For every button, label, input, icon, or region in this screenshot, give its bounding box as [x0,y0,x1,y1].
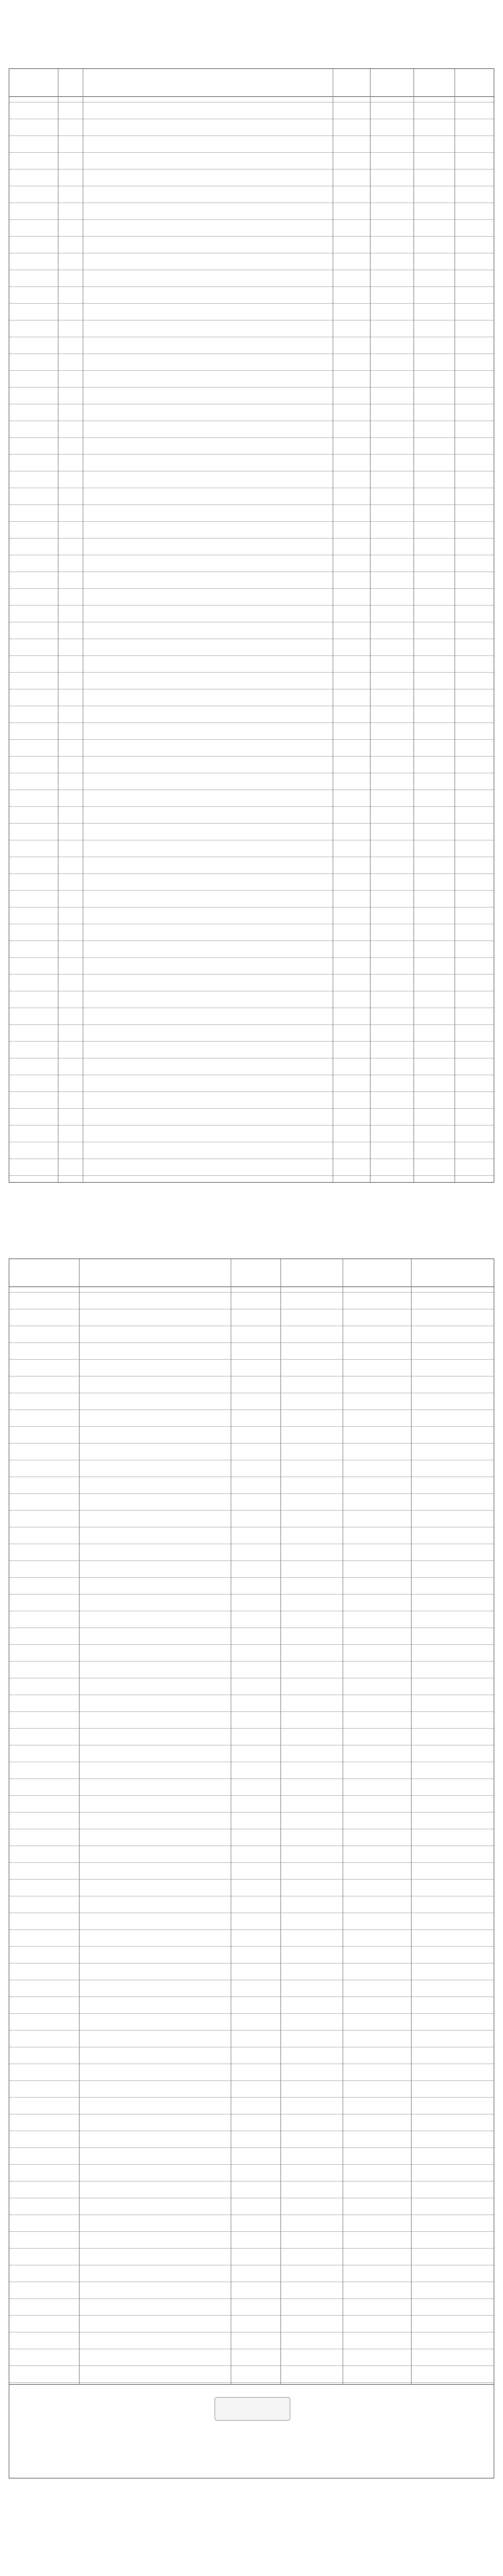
page-footer [9,2384,494,2478]
sheet-title [9,9,494,36]
footer-mark [215,2397,290,2421]
plan-sheet-other-provinces [9,1199,494,2478]
sheet-title [9,1199,494,1226]
sheet-note [9,36,494,58]
column-rule [413,69,414,1182]
plan-sheet-henan [9,9,494,1183]
column-rule [370,69,371,1182]
column-rule [79,1259,80,2478]
table-header [9,69,494,97]
sheet-note [9,1226,494,1249]
plan-table [9,68,494,1183]
plan-table [9,1258,494,2478]
column-rule [411,1259,412,2478]
table-header [9,1259,494,1287]
column-rule [280,1259,281,2478]
